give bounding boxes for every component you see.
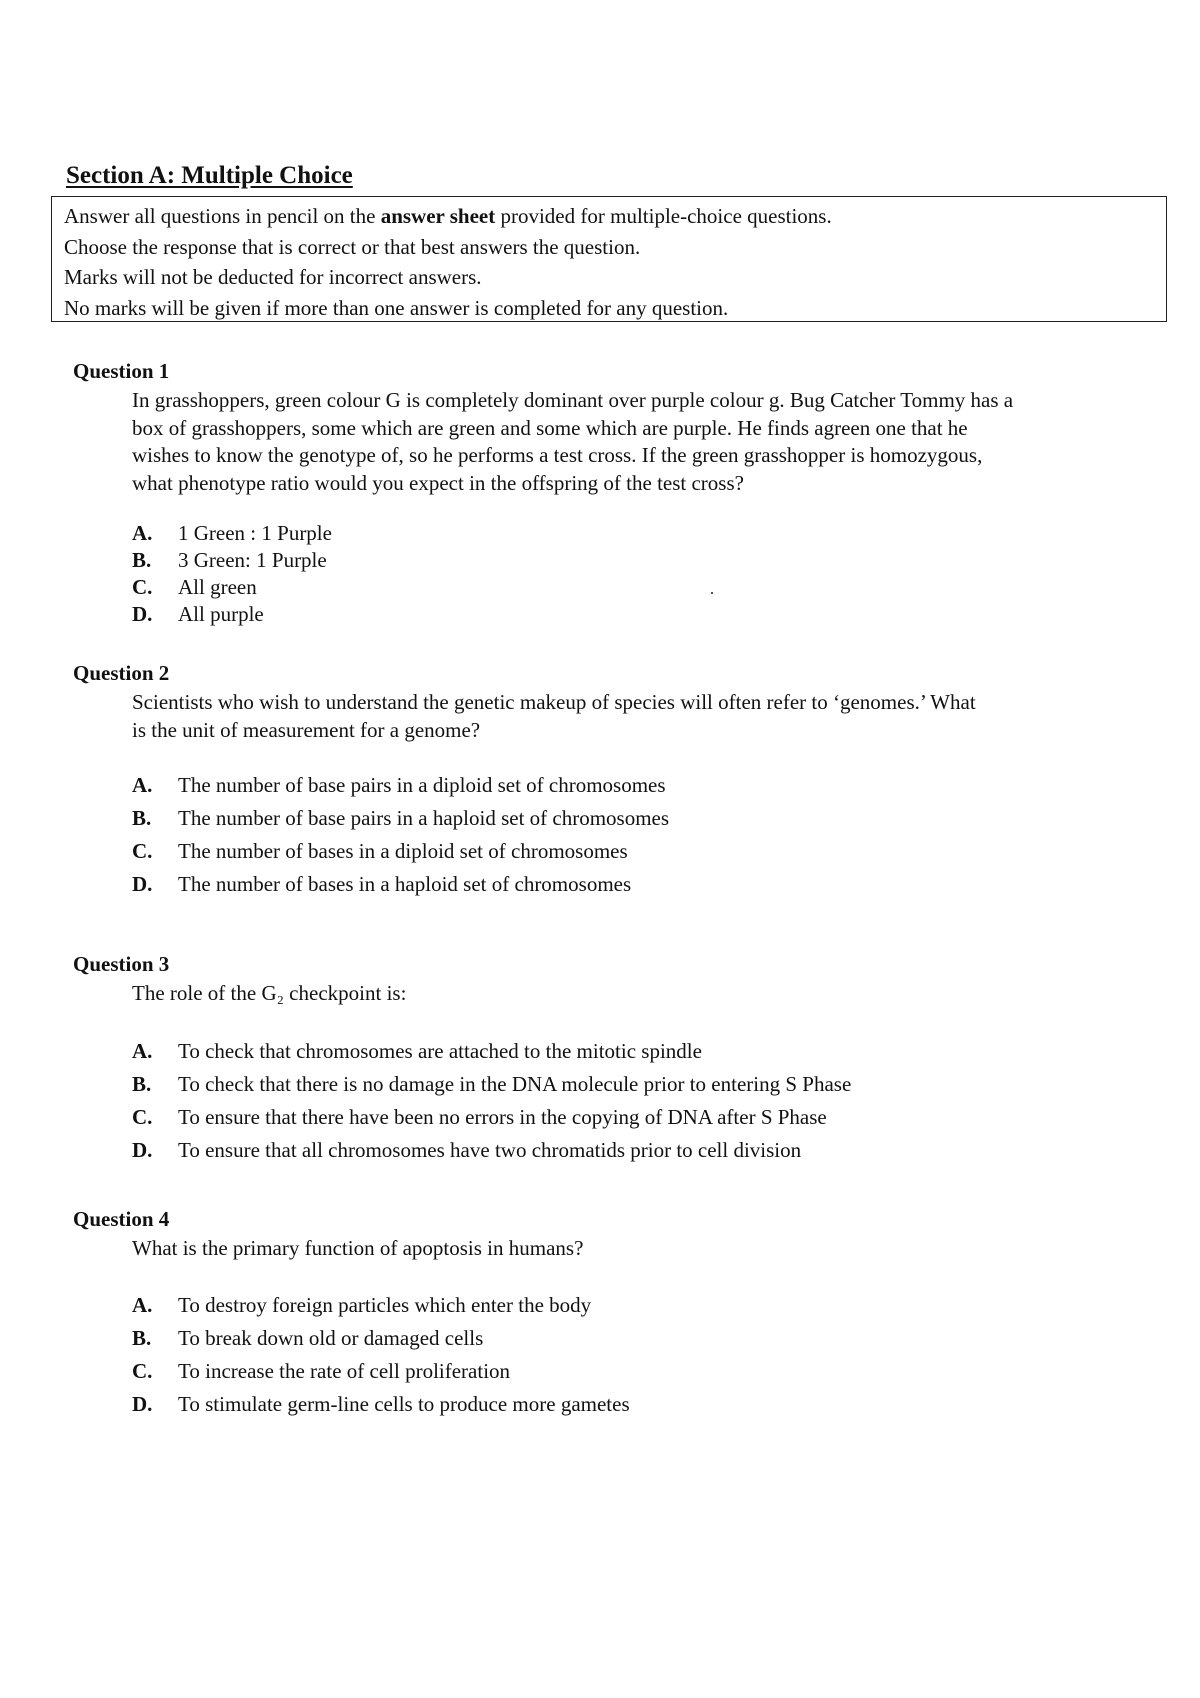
option-letter: C. [132, 839, 153, 863]
option-text: To check that chromosomes are attached to the mitotic spindle [178, 1038, 702, 1063]
option-letter: A. [132, 1038, 153, 1063]
option-text: The number of bases in a diploid set of chromosomes [178, 839, 628, 863]
answer-option-b [132, 806, 1153, 839]
instructions-box [51, 196, 1167, 322]
option-text: The number of base pairs in a diploid set of chromosomes [178, 773, 666, 797]
scan-speck [711, 592, 713, 594]
answer-option-c [132, 1105, 1153, 1138]
instruction-answer-sheet-bold: answer sheet [380, 204, 496, 228]
answer-option-c [132, 575, 1153, 602]
answer-option-d [132, 1392, 1153, 1425]
question-text-line: wishes to know the genotype of, so he performs a test cross. If the green grasshopper is homozygous, [132, 443, 983, 467]
question-heading: Question 4 [73, 1207, 170, 1231]
option-text: To destroy foreign particles which enter the body [178, 1292, 592, 1317]
option-text: To increase the rate of cell proliferation [178, 1358, 511, 1383]
option-text: 1 Green : 1 Purple [178, 521, 332, 545]
option-letter: B. [132, 1325, 152, 1350]
instruction-line-1-end: provided for multiple-choice questions. [495, 204, 832, 228]
option-letter: A. [132, 1292, 153, 1317]
option-text: To ensure that all chromosomes have two chromatids prior to cell division [178, 1137, 802, 1162]
section-title: Section A: Multiple Choice [66, 162, 353, 189]
option-text: All green [178, 575, 257, 599]
instruction-line-1-start: Answer all questions in pencil on the [64, 204, 381, 228]
answer-option-d [132, 872, 1153, 905]
answer-option-d [132, 1138, 1153, 1171]
option-letter: D. [132, 1137, 153, 1162]
answer-options [132, 1293, 1153, 1425]
answer-options [132, 1039, 1153, 1171]
option-letter: D. [132, 1391, 153, 1416]
instruction-line-1 [64, 201, 1166, 232]
option-letter: D. [132, 872, 153, 896]
option-letter: A. [132, 773, 153, 797]
option-text: To break down old or damaged cells [178, 1325, 484, 1350]
question-text-line: is the unit of measurement for a genome? [132, 717, 481, 742]
option-text: The number of base pairs in a haploid set of chromosomes [178, 806, 670, 830]
answer-option-a [132, 1293, 1153, 1326]
question-text [132, 980, 1153, 1008]
option-text: To stimulate germ-line cells to produce more gametes [178, 1391, 630, 1416]
option-letter: C. [132, 1358, 153, 1383]
question-text [132, 1235, 1153, 1263]
question-text-line: The role of the G₂ checkpoint is: [132, 981, 407, 1005]
option-text: To check that there is no damage in the DNA molecule prior to entering S Phase [178, 1071, 852, 1096]
option-text: All purple [178, 602, 264, 626]
question-text [132, 689, 1153, 744]
option-letter: B. [132, 1071, 152, 1096]
option-text: To ensure that there have been no errors in the copying of DNA after S Phase [178, 1104, 827, 1129]
option-text: 3 Green: 1 Purple [178, 548, 327, 572]
question-heading: Question 2 [73, 661, 170, 685]
question-text-line: Scientists who wish to understand the genetic makeup of species will often refer to ‘genomes.’ What [132, 690, 976, 714]
answer-option-c [132, 839, 1153, 872]
answer-option-b [132, 548, 1153, 575]
question-heading: Question 3 [73, 952, 170, 976]
question-3 [73, 951, 1153, 1171]
answer-options [132, 521, 1153, 629]
answer-option-a [132, 1039, 1153, 1072]
instruction-line-3: Marks will not be deducted for incorrect answers. [64, 265, 482, 289]
instruction-line-4: No marks will be given if more than one answer is completed for any question. [64, 295, 729, 320]
option-letter: C. [132, 575, 153, 599]
question-text-line: what phenotype ratio would you expect in the offspring of the test cross? [132, 470, 744, 495]
answer-options [132, 773, 1153, 905]
question-4 [73, 1206, 1153, 1425]
instruction-line-2: Choose the response that is correct or that best answers the question. [64, 234, 641, 259]
option-letter: B. [132, 806, 152, 830]
question-2 [73, 660, 1153, 905]
question-text-line: In grasshoppers, green colour G is completely dominant over purple colour g. Bug Catcher Tommy has a [132, 388, 1014, 412]
answer-option-a [132, 521, 1153, 548]
option-text: The number of bases in a haploid set of chromosomes [178, 872, 632, 896]
option-letter: D. [132, 602, 153, 626]
question-text [132, 387, 1153, 497]
answer-option-d [132, 602, 1153, 629]
option-letter: A. [132, 521, 153, 545]
answer-option-c [132, 1359, 1153, 1392]
question-1 [73, 358, 1153, 629]
question-text-line: box of grasshoppers, some which are green and some which are purple. He finds agreen one that he [132, 415, 968, 440]
answer-option-b [132, 1326, 1153, 1359]
option-letter: C. [132, 1104, 153, 1129]
answer-option-b [132, 1072, 1153, 1105]
question-text-line: What is the primary function of apoptosis in humans? [132, 1236, 584, 1260]
question-heading: Question 1 [73, 359, 170, 383]
option-letter: B. [132, 548, 152, 572]
answer-option-a [132, 773, 1153, 806]
